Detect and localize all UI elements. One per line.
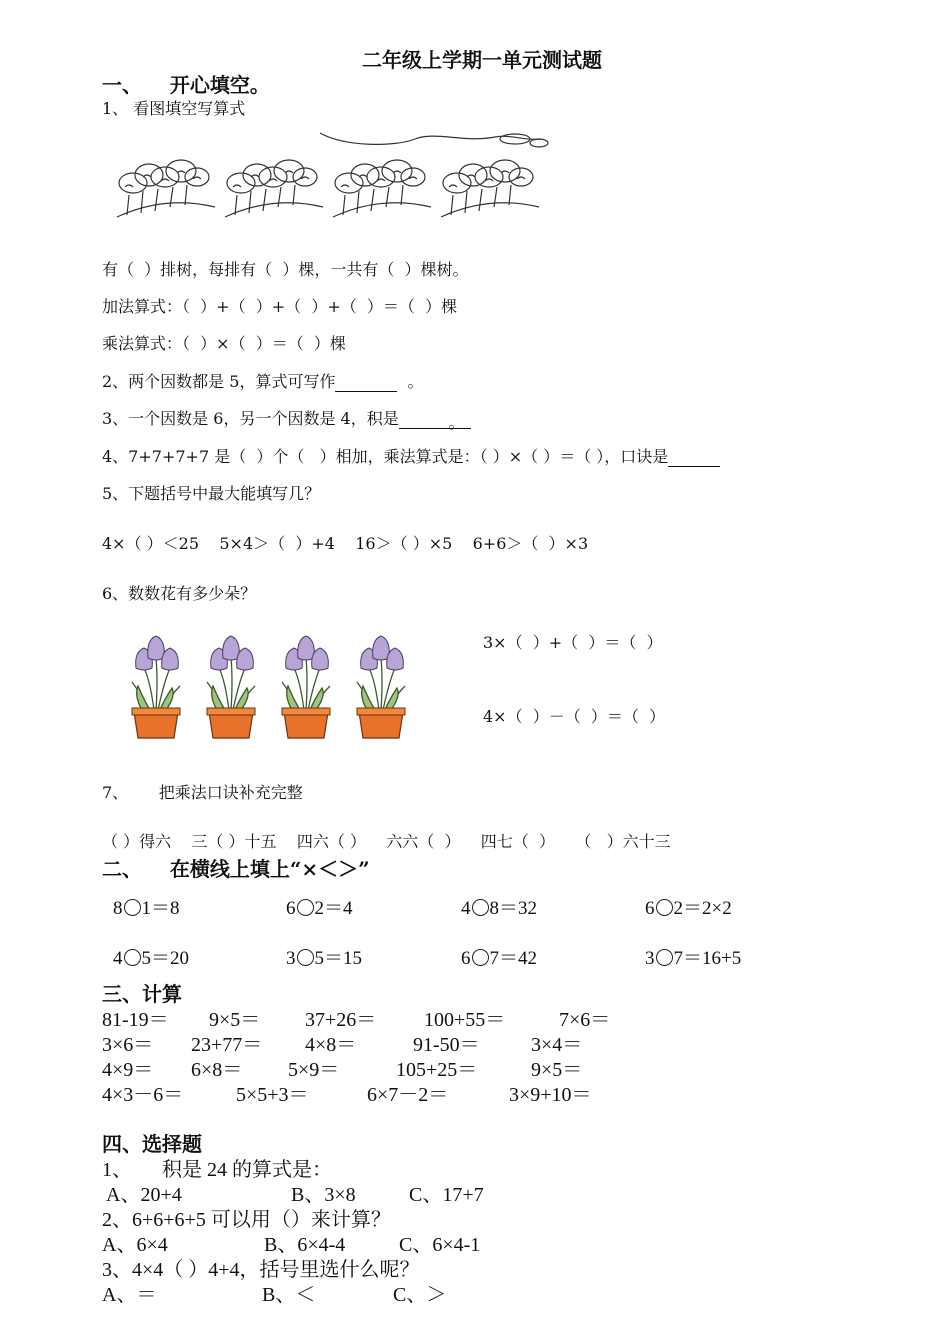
calc-item: 3×9+10＝ (509, 1084, 592, 1106)
compare-right: 1＝8 (141, 898, 180, 919)
calc-item: 6×7－2＝ (367, 1084, 449, 1106)
compare-left: 4 (113, 948, 123, 969)
q7-label: 7、 把乘法口诀补充完整 (102, 783, 303, 802)
flowers-illustration (120, 630, 420, 750)
compare-right: 2＝2×2 (673, 898, 732, 919)
compare-circle[interactable] (124, 899, 141, 916)
calc-item: 91-50＝ (413, 1034, 480, 1056)
calc-item: 105+25＝ (396, 1059, 478, 1081)
q1-label: 1、 看图填空写算式 (102, 99, 246, 118)
q1-addition: 加法算式：（ ）+（ ）+（ ）+（ ）＝（ ）棵 (102, 297, 458, 316)
calc-item: 9×5＝ (209, 1009, 261, 1031)
choice-option[interactable]: A、6×4 (102, 1234, 168, 1256)
section4-heading: 四、选择题 (102, 1132, 202, 1156)
q4 (102, 444, 720, 467)
compare-right: 7＝16+5 (673, 948, 742, 969)
compare-item (645, 893, 732, 920)
q2-answer-blank[interactable] (335, 373, 397, 392)
compare-circle[interactable] (124, 949, 141, 966)
choice-option[interactable]: A、＝ (102, 1284, 157, 1306)
compare-circle[interactable] (656, 949, 673, 966)
calc-item: 9×5＝ (531, 1059, 583, 1081)
q4-answer-blank[interactable] (668, 448, 720, 467)
compare-item (461, 893, 537, 920)
choice-option[interactable]: B、＜ (262, 1284, 316, 1306)
compare-circle[interactable] (656, 899, 673, 916)
compare-item (286, 893, 353, 920)
choice-option[interactable]: B、6×4-4 (264, 1234, 346, 1256)
q3 (102, 406, 471, 432)
compare-item (113, 893, 180, 920)
calc-item: 6×8＝ (191, 1059, 243, 1081)
q3-end: 。 (448, 413, 465, 432)
compare-circle[interactable] (297, 899, 314, 916)
compare-left: 6 (286, 898, 296, 919)
calc-item: 81-19＝ (102, 1009, 169, 1031)
choice-option[interactable]: B、3×8 (291, 1184, 356, 1206)
page-title: 二年级上学期一单元测试题 (362, 48, 602, 72)
q6-equation-1: 3×（ ）+（ ）＝（ ） (483, 633, 663, 652)
q1-fill-line: 有（ ）排树，每排有（ ）棵，一共有（ ）棵树。 (102, 260, 469, 279)
calc-item: 4×8＝ (305, 1034, 357, 1056)
q5-label: 5、下题括号中最大能填写几？ (102, 484, 321, 503)
choice-q3: 3、4×4（ ）4+4，括号里选什么呢？ (102, 1259, 420, 1281)
choice-option[interactable]: A、20+4 (106, 1184, 182, 1206)
calc-item: 4×3－6＝ (102, 1084, 184, 1106)
compare-circle[interactable] (472, 899, 489, 916)
q7-line: （ ）得六 三（ ）十五 四六（ ） 六六（ ） 四七（ ） （ ）六十三 (102, 832, 671, 851)
compare-left: 3 (286, 948, 296, 969)
section3-heading: 三、计算 (102, 982, 182, 1006)
compare-left: 6 (461, 948, 471, 969)
compare-item (113, 943, 189, 970)
q1-multiplication: 乘法算式：（ ）×（ ）＝（ ）棵 (102, 334, 346, 353)
calc-item: 3×4＝ (531, 1034, 583, 1056)
choice-option[interactable]: C、17+7 (409, 1184, 484, 1206)
compare-circle[interactable] (297, 949, 314, 966)
trees-illustration (115, 125, 555, 245)
q6-label: 6、数数花有多少朵？ (102, 584, 257, 603)
compare-right: 5＝15 (314, 948, 363, 969)
compare-left: 4 (461, 898, 471, 919)
q6-equation-2: 4×（ ）－（ ）＝（ ） (483, 707, 666, 726)
compare-right: 5＝20 (141, 948, 190, 969)
compare-item (461, 943, 537, 970)
q3-text: 3、一个因数是 6，另一个因数是 4，积是 (102, 409, 399, 428)
q2 (102, 369, 423, 392)
calc-item: 37+26＝ (305, 1009, 377, 1031)
compare-left: 8 (113, 898, 123, 919)
q3-answer-blank[interactable] (399, 410, 471, 432)
compare-right: 2＝4 (314, 898, 353, 919)
compare-right: 8＝32 (489, 898, 538, 919)
compare-left: 6 (645, 898, 655, 919)
q2-text: 2、两个因数都是 5，算式可写作 (102, 372, 336, 391)
calc-item: 100+55＝ (424, 1009, 506, 1031)
calc-item: 4×9＝ (102, 1059, 154, 1081)
compare-item (645, 943, 741, 970)
choice-q1: 1、 积是 24 的算式是： (102, 1159, 332, 1181)
section2-heading: 二、 在横线上填上“×＜＞” (102, 857, 370, 881)
calc-item: 3×6＝ (102, 1034, 154, 1056)
calc-item: 5×9＝ (288, 1059, 340, 1081)
compare-right: 7＝42 (489, 948, 538, 969)
q5-line: 4×（ ）＜25 5×4＞（ ）+4 16＞（ ）×5 6+6＞（ ）×3 (102, 534, 589, 553)
calc-item: 7×6＝ (559, 1009, 611, 1031)
choice-option[interactable]: C、＞ (393, 1284, 447, 1306)
compare-circle[interactable] (472, 949, 489, 966)
choice-option[interactable]: C、6×4-1 (399, 1234, 481, 1256)
section1-heading: 一、 开心填空。 (102, 73, 270, 97)
choice-q2: 2、6+6+6+5 可以用（）来计算？ (102, 1209, 391, 1231)
calc-item: 23+77＝ (191, 1034, 263, 1056)
compare-item (286, 943, 362, 970)
compare-left: 3 (645, 948, 655, 969)
q4-text: 4、7+7+7+7 是（ ）个（ ）相加，乘法算式是：（ ）×（ ）＝（ ），口诀是 (102, 447, 669, 466)
calc-item: 5×5+3＝ (236, 1084, 309, 1106)
q2-end: 。 (407, 372, 424, 391)
